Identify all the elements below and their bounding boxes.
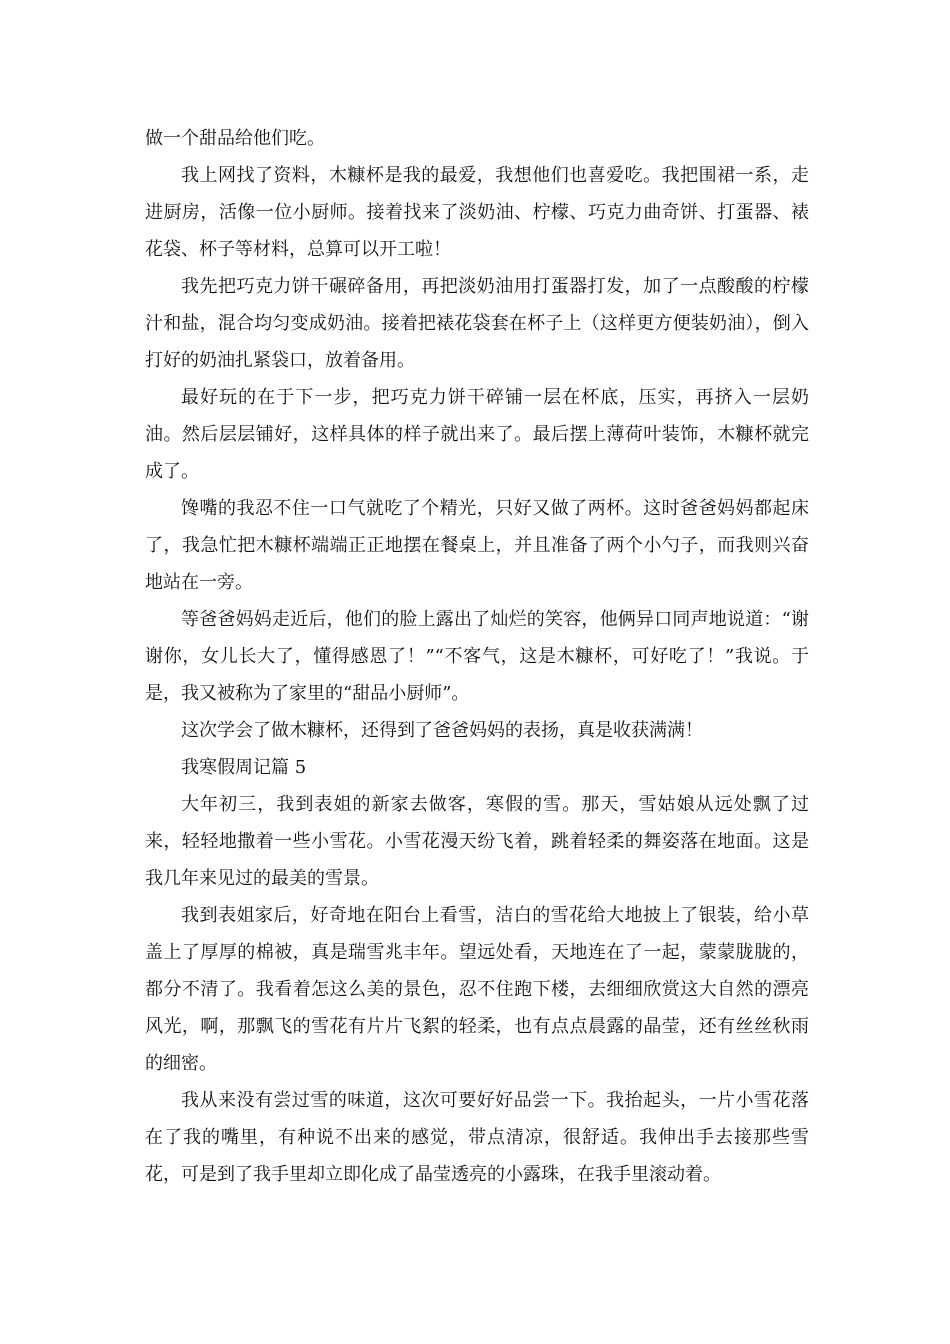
paragraph: 做一个甜品给他们吃。 [145,128,325,149]
document-page [145,120,809,1193]
paragraph: 我到表姐家后，好奇地在阳台上看雪，洁白的雪花给大地披上了银装，给小草盖上了厚厚的棉被，真是瑞雪兆丰年。望远处看，天地连在了一起，蒙蒙胧胧的，都分不清了。我看着怎这么美的景色，忍不住跑下楼，去细细欣赏这大自然的漂亮风光，啊，那飘飞的雪花有片片飞絮的轻柔，也有点点晨露的晶莹，还有丝丝秋雨的细密。 [145,905,809,1074]
paragraph: 大年初三，我到表姐的新家去做客，寒假的雪。那天，雪姑娘从远处飘了过来，轻轻地撒着一些小雪花。小雪花漫天纷飞着，跳着轻柔的舞姿落在地面。这是我几年来见过的最美的雪景。 [145,794,809,889]
paragraph: 我先把巧克力饼干碾碎备用，再把淡奶油用打蛋器打发，加了一点酸酸的柠檬汁和盐，混合均匀变成奶油。接着把裱花袋套在杯子上（这样更方便装奶油），倒入打好的奶油扎紧袋口，放着备用。 [145,276,809,371]
paragraph: 我上网找了资料，木糠杯是我的最爱，我想他们也喜爱吃。我把围裙一系，走进厨房，活像一位小厨师。接着找来了淡奶油、柠檬、巧克力曲奇饼、打蛋器、裱花袋、杯子等材料，总算可以开工啦！ [145,165,809,260]
paragraph: 等爸爸妈妈走近后，他们的脸上露出了灿烂的笑容，他俩异口同声地说道：“谢谢你，女儿长大了，懂得感恩了！”“不客气，这是木糠杯，可好吃了！”我说。于是，我又被称为了家里的“甜品小厨师”。 [145,609,809,704]
paragraph: 馋嘴的我忍不住一口气就吃了个精光，只好又做了两杯。这时爸爸妈妈都起床了，我急忙把木糠杯端端正正地摆在餐桌上，并且准备了两个小勺子，而我则兴奋地站在一旁。 [145,498,809,593]
paragraph: 这次学会了做木糠杯，还得到了爸爸妈妈的表扬，真是收获满满！ [181,720,703,741]
paragraph: 我从来没有尝过雪的味道，这次可要好好品尝一下。我抬起头，一片小雪花落在了我的嘴里，有种说不出来的感觉，带点清凉，很舒适。我伸出手去接那些雪花，可是到了我手里却立即化成了晶莹透亮的小露珠，在我手里滚动着。 [145,1090,809,1185]
paragraph: 最好玩的在于下一步，把巧克力饼干碎铺一层在杯底，压实，再挤入一层奶油。然后层层铺好，这样具体的样子就出来了。最后摆上薄荷叶装饰，木糠杯就完成了。 [145,387,809,482]
section-title: 我寒假周记篇 5 [181,757,307,778]
